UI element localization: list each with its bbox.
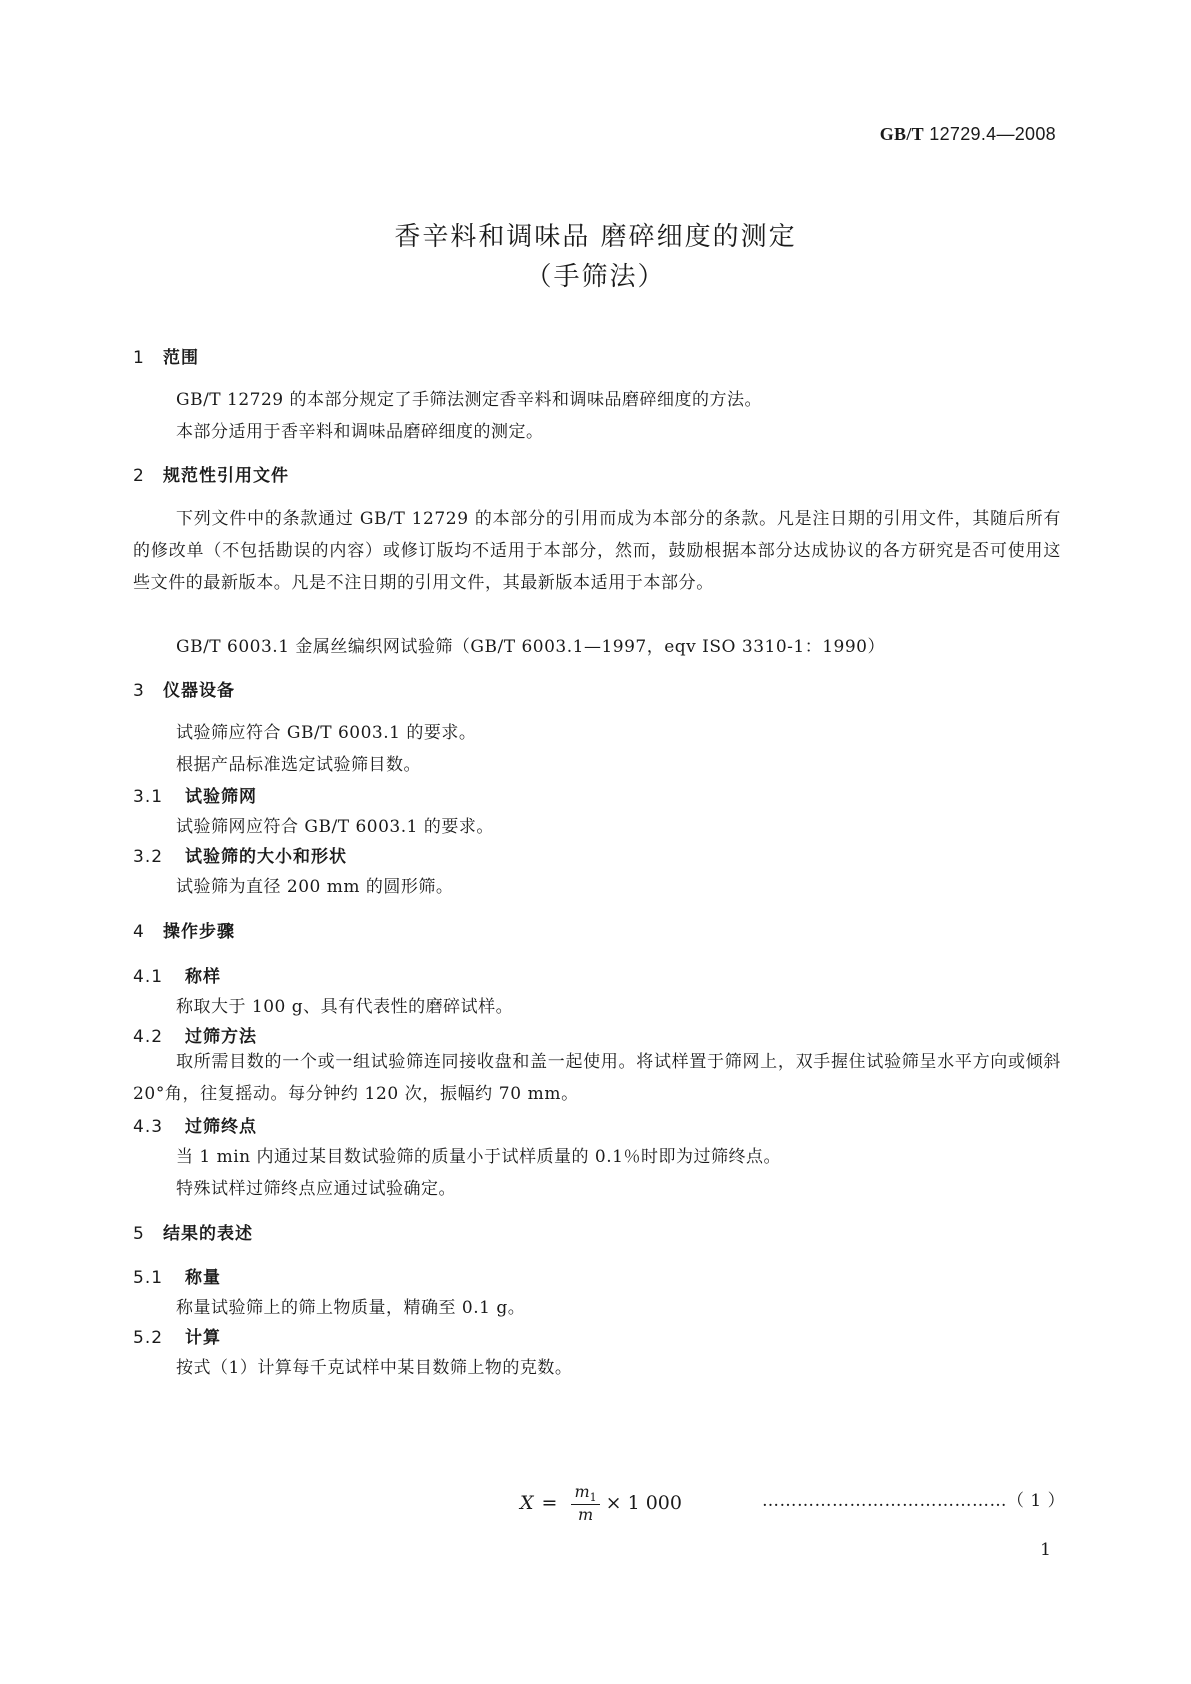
section-3-2-heading: 3.2 试验筛的大小和形状 [133, 847, 347, 867]
section-4-1-text: 称取大于 100 g、具有代表性的磨碎试样。 [176, 997, 514, 1017]
section-4-3-paragraph-1: 当 1 min 内通过某目数试验筛的质量小于试样质量的 0.1％时即为过筛终点。 [176, 1147, 781, 1167]
standard-number: GB/T 12729.4—2008 [879, 124, 1056, 144]
page-number: 1 [1040, 1540, 1051, 1560]
section-4-2-paragraph: 取所需目数的一个或一组试验筛连同接收盘和盖一起使用。将试样置于筛网上，双手握住试验筛呈水平方向或倾斜 20°角，往复摇动。每分钟约 120 次，振幅约 70 mm。 [133, 1052, 1061, 1104]
section-1-paragraph-2: 本部分适用于香辛料和调味品磨碎细度的测定。 [176, 422, 544, 442]
formula-equals: = [541, 1492, 558, 1515]
section-4-3-heading: 4.3 过筛终点 [133, 1117, 257, 1137]
formula-fraction [571, 1482, 599, 1524]
formula-1 [520, 1482, 682, 1524]
section-5-heading: 5 结果的表述 [133, 1224, 253, 1244]
page-subtitle: （手筛法） [525, 262, 666, 292]
formula-multiplier: × 1 000 [605, 1492, 682, 1515]
section-4-2-heading: 4.2 过筛方法 [133, 1027, 257, 1047]
formula-lhs: X [520, 1492, 534, 1515]
section-5-2-text: 按式（1）计算每千克试样中某目数筛上物的克数。 [176, 1358, 573, 1378]
section-4-heading: 4 操作步骤 [133, 922, 235, 942]
equation-number: ……………………………………（ 1 ） [762, 1491, 1066, 1511]
section-5-1-text: 称量试验筛上的筛上物质量，精确至 0.1 g。 [176, 1298, 526, 1318]
section-2-paragraph: 下列文件中的条款通过 GB/T 12729 的本部分的引用而成为本部分的条款。凡是注日期的引用文件，其随后所有的修改单（不包括勘误的内容）或修订版均不适用于本部分，然而，鼓励根据本部分达成协议的各方研究是否可使用这些文件的最新版本。凡是不注日期的引用文件，其最新版本适用于本部分。 [133, 509, 1061, 593]
page-title: 香辛料和调味品 磨碎细度的测定 [394, 222, 797, 252]
normative-reference: GB/T 6003.1 金属丝编织网试验筛（GB/T 6003.1—1997，eqv ISO 3310-1：1990） [176, 637, 885, 657]
section-4-1-heading: 4.1 称样 [133, 967, 221, 987]
section-3-1-heading: 3.1 试验筛网 [133, 787, 257, 807]
section-4-3-paragraph-2: 特殊试样过筛终点应通过试验确定。 [176, 1179, 456, 1199]
section-3-heading: 3 仪器设备 [133, 681, 235, 701]
section-3-paragraph-2: 根据产品标准选定试验筛目数。 [176, 755, 421, 775]
section-3-paragraph-1: 试验筛应符合 GB/T 6003.1 的要求。 [176, 723, 477, 743]
formula-numerator: $m_1$ [571, 1482, 599, 1505]
section-3-1-text: 试验筛网应符合 GB/T 6003.1 的要求。 [176, 817, 494, 837]
section-2-heading: 2 规范性引用文件 [133, 466, 289, 486]
section-1-paragraph-1: GB/T 12729 的本部分规定了手筛法测定香辛料和调味品磨碎细度的方法。 [176, 390, 763, 410]
formula-denominator: m [577, 1505, 594, 1525]
section-1-heading: 1 范围 [133, 348, 199, 368]
section-5-1-heading: 5.1 称量 [133, 1268, 221, 1288]
section-5-2-heading: 5.2 计算 [133, 1328, 221, 1348]
section-3-2-text: 试验筛为直径 200 mm 的圆形筛。 [176, 877, 454, 897]
